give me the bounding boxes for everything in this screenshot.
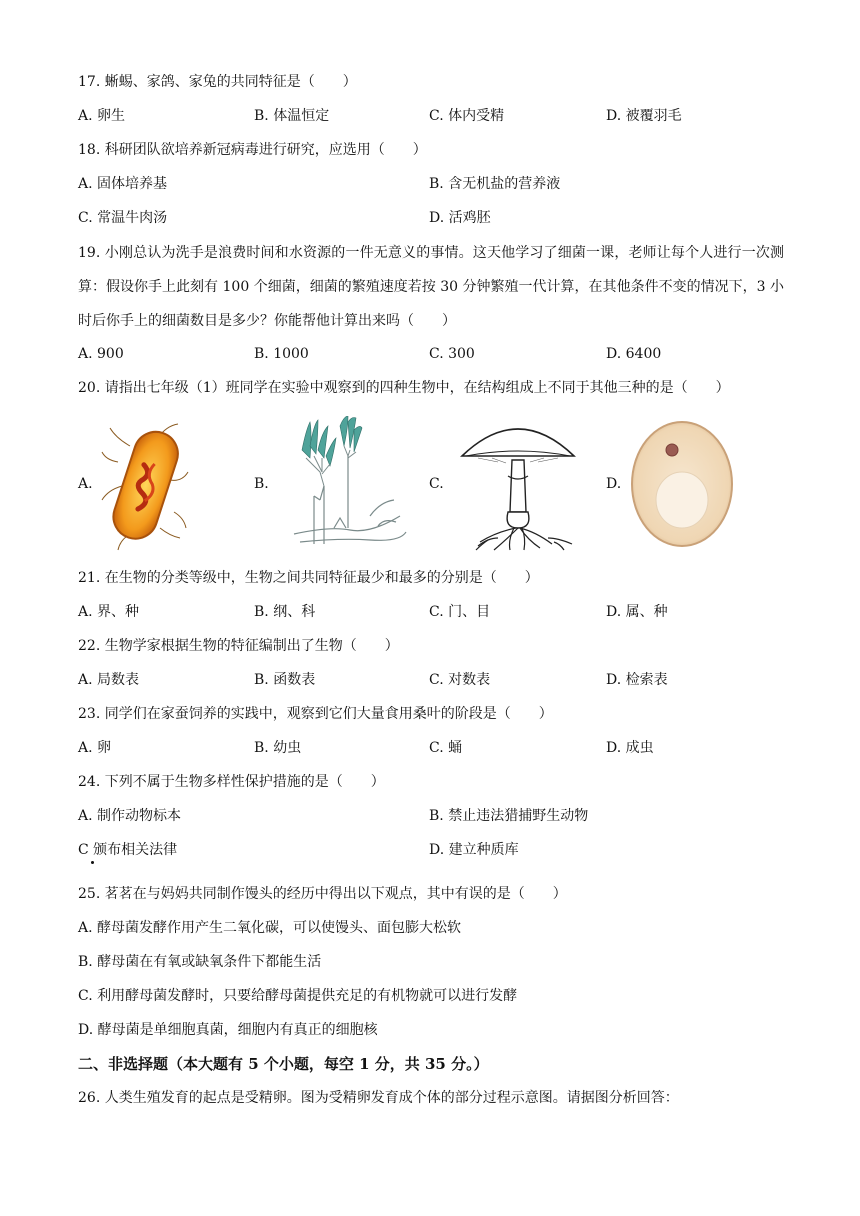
- stray-dot: [91, 861, 94, 864]
- mushroom-image: [458, 416, 578, 552]
- question-20-stem: 20. 请指出七年级（1）班同学在实验中观察到的四种生物中，在结构组成上不同于其他三种的是（ ）: [78, 380, 730, 396]
- q25-option-a: A. 酵母菌发酵作用产生二氧化碳，可以使馒头、面包膨大松软: [78, 920, 462, 936]
- question-23-stem: 23. 同学们在家蚕饲养的实践中，观察到它们大量食用桑叶的阶段是（ ）: [78, 706, 553, 722]
- penicillium-image: [290, 416, 408, 552]
- question-18-stem: 18. 科研团队欲培养新冠病毒进行研究，应选用（ ）: [78, 142, 427, 158]
- section-2-heading: 二、非选择题（本大题有 5 个小题，每空 1 分，共 35 分。）: [78, 1055, 489, 1073]
- q22-option-c: C. 对数表: [429, 672, 491, 688]
- q25-option-c: C. 利用酵母菌发酵时，只要给酵母菌提供充足的有机物就可以进行发酵: [78, 988, 518, 1004]
- q20-option-c-label: C.: [429, 476, 444, 492]
- q24-option-a: A. 制作动物标本: [78, 808, 182, 824]
- q25-option-d: D. 酵母菌是单细胞真菌，细胞内有真正的细胞核: [78, 1022, 378, 1038]
- q18-option-d: D. 活鸡胚: [429, 210, 491, 226]
- q23-option-c: C. 蛹: [429, 740, 463, 756]
- q19-option-d: D. 6400: [606, 346, 662, 362]
- q23-option-d: D. 成虫: [606, 740, 654, 756]
- q24-option-c: C 颁布相关法律: [78, 842, 178, 858]
- question-25-stem: 25. 茗茗在与妈妈共同制作馒头的经历中得出以下观点，其中有误的是（ ）: [78, 886, 567, 902]
- q17-option-c: C. 体内受精: [429, 108, 505, 124]
- q19-option-b: B. 1000: [254, 346, 309, 362]
- bacterium-image: [100, 416, 190, 552]
- q22-option-d: D. 检索表: [606, 672, 668, 688]
- q18-option-b: B. 含无机盐的营养液: [429, 176, 561, 192]
- q23-option-b: B. 幼虫: [254, 740, 302, 756]
- q23-option-a: A. 卵: [78, 740, 112, 756]
- q20-option-a-label: A.: [78, 476, 93, 492]
- q20-option-d-label: D.: [606, 476, 622, 492]
- q17-option-d: D. 被覆羽毛: [606, 108, 682, 124]
- q25-option-b: B. 酵母菌在有氧或缺氧条件下都能生活: [78, 954, 322, 970]
- q17-option-b: B. 体温恒定: [254, 108, 330, 124]
- q21-option-a: A. 界、种: [78, 604, 140, 620]
- q19-option-a: A. 900: [78, 346, 124, 362]
- q19-option-c: C. 300: [429, 346, 475, 362]
- q17-option-a: A. 卵生: [78, 108, 126, 124]
- q21-option-c: C. 门、目: [429, 604, 491, 620]
- q24-option-d: D. 建立种质库: [429, 842, 519, 858]
- question-19-stem: 19. 小刚总认为洗手是浪费时间和水资源的一件无意义的事情。这天他学习了细菌一课，老师让每个人进行一次测算：假设你手上此刻有 100 个细菌，细菌的繁殖速度若按 30 分钟繁殖一代计算，在其他条件不变的情况下，3 小时后你手上的细菌数目是多少？你能帮他计算出来吗（ ）: [78, 245, 784, 329]
- question-17-stem: 17. 蜥蜴、家鸽、家兔的共同特征是（ ）: [78, 74, 357, 90]
- q24-option-b: B. 禁止违法猎捕野生动物: [429, 808, 589, 824]
- q18-option-c: C. 常温牛肉汤: [78, 210, 168, 226]
- q22-option-a: A. 局数表: [78, 672, 140, 688]
- question-22-stem: 22. 生物学家根据生物的特征编制出了生物（ ）: [78, 638, 399, 654]
- question-26-stem: 26. 人类生殖发育的起点是受精卵。图为受精卵发育成个体的部分过程示意图。请据图分析回答：: [78, 1090, 679, 1106]
- q22-option-b: B. 函数表: [254, 672, 316, 688]
- q21-option-b: B. 纲、科: [254, 604, 316, 620]
- q18-option-a: A. 固体培养基: [78, 176, 168, 192]
- q20-option-b-label: B.: [254, 476, 269, 492]
- question-24-stem: 24. 下列不属于生物多样性保护措施的是（ ）: [78, 774, 385, 790]
- yeast-cell-image: [628, 416, 736, 552]
- q21-option-d: D. 属、种: [606, 604, 668, 620]
- question-21-stem: 21. 在生物的分类等级中，生物之间共同特征最少和最多的分别是（ ）: [78, 570, 539, 586]
